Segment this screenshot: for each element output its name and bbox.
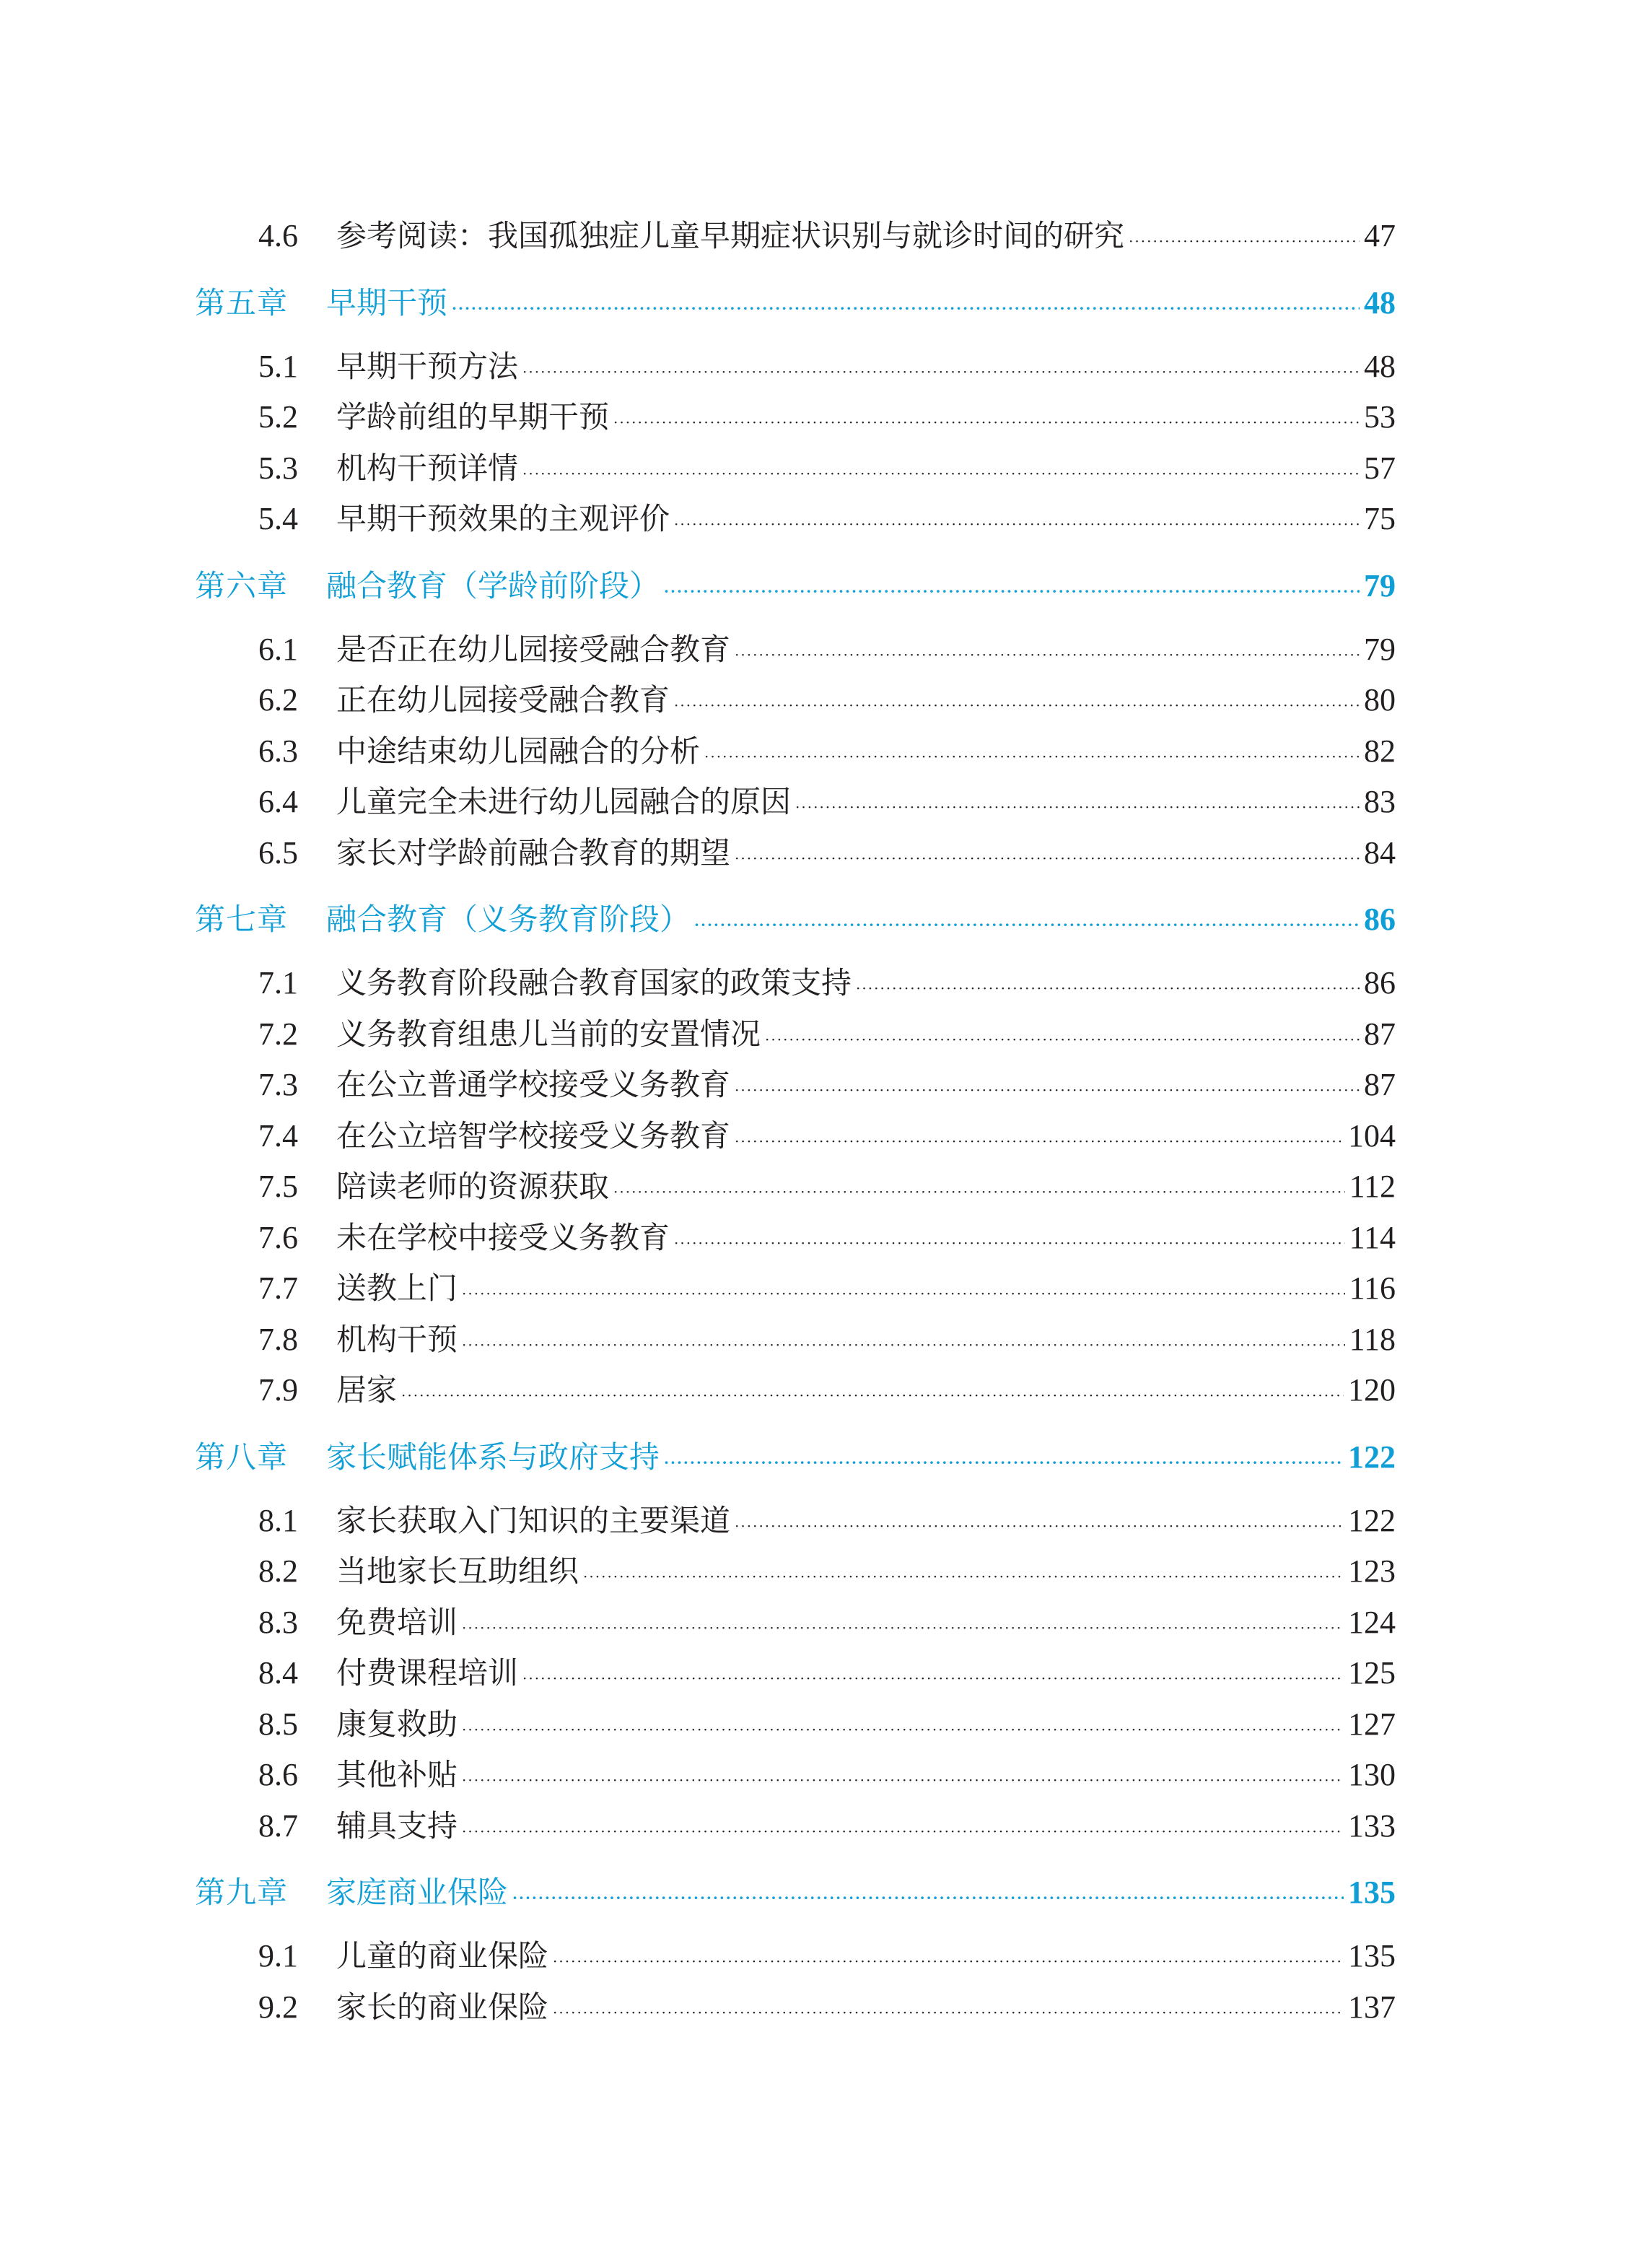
dot-leader bbox=[674, 1236, 1345, 1250]
toc-section-entry[interactable] bbox=[195, 1801, 1396, 1852]
section-number: 6.4 bbox=[258, 784, 298, 819]
section-title: 未在学校中接受义务教育 bbox=[336, 1219, 670, 1255]
page-number: 86 bbox=[1364, 965, 1396, 1000]
page-number: 118 bbox=[1349, 1321, 1396, 1357]
page-number: 87 bbox=[1364, 1016, 1396, 1052]
section-title: 家长获取入门知识的主要渠道 bbox=[336, 1502, 731, 1538]
toc-section-entry[interactable] bbox=[195, 1750, 1396, 1801]
section-title: 付费课程培训 bbox=[336, 1655, 519, 1691]
dot-leader bbox=[694, 917, 1360, 932]
section-number: 7.3 bbox=[258, 1067, 298, 1102]
page-number: 112 bbox=[1349, 1169, 1396, 1204]
page-number: 104 bbox=[1348, 1117, 1396, 1153]
section-number: 9.2 bbox=[258, 1989, 298, 2025]
chapter-title: 融合教育（义务教育阶段） bbox=[326, 902, 691, 937]
page-number: 133 bbox=[1348, 1807, 1396, 1844]
page-number: 135 bbox=[1348, 1938, 1396, 1973]
section-number: 5.3 bbox=[258, 450, 298, 486]
page-number: 135 bbox=[1348, 1875, 1396, 1910]
dot-leader bbox=[583, 1569, 1344, 1584]
dot-leader bbox=[613, 415, 1360, 429]
chapter-title: 家庭商业保险 bbox=[326, 1875, 509, 1910]
toc-chapter-entry[interactable] bbox=[195, 548, 1396, 624]
section-number: 7.6 bbox=[258, 1219, 298, 1255]
table-of-contents bbox=[195, 211, 1396, 2033]
section-number: 8.6 bbox=[258, 1757, 298, 1792]
toc-chapter-entry[interactable] bbox=[195, 881, 1396, 958]
section-title: 机构干预 bbox=[336, 1321, 458, 1357]
page-number: 124 bbox=[1348, 1604, 1396, 1640]
page-number: 122 bbox=[1348, 1439, 1396, 1475]
toc-section-entry[interactable] bbox=[195, 777, 1396, 828]
section-title: 送教上门 bbox=[336, 1270, 458, 1306]
section-number: 6.1 bbox=[258, 631, 298, 667]
section-number: 4.6 bbox=[258, 218, 298, 253]
section-title: 义务教育阶段融合教育国家的政策支持 bbox=[336, 965, 852, 1000]
section-title: 中途结束幼儿园融合的分析 bbox=[336, 733, 701, 769]
toc-section-entry[interactable] bbox=[195, 958, 1396, 1009]
toc-section-entry[interactable] bbox=[195, 624, 1396, 676]
toc-section-entry[interactable] bbox=[195, 1314, 1396, 1366]
page-number: 83 bbox=[1364, 784, 1396, 819]
page-number: 125 bbox=[1348, 1655, 1396, 1691]
dot-leader bbox=[553, 2005, 1344, 2020]
toc-section-entry[interactable] bbox=[195, 1213, 1396, 1264]
page-number: 130 bbox=[1348, 1757, 1396, 1792]
chapter-title: 融合教育（学龄前阶段） bbox=[326, 567, 660, 603]
dot-leader bbox=[452, 301, 1360, 315]
section-title: 是否正在幼儿园接受融合教育 bbox=[336, 631, 731, 667]
chapter-number: 第七章 bbox=[195, 902, 289, 937]
page-number: 79 bbox=[1364, 567, 1396, 603]
toc-section-entry[interactable] bbox=[195, 443, 1396, 494]
section-title: 康复救助 bbox=[336, 1706, 458, 1742]
dot-leader bbox=[765, 1032, 1360, 1047]
dot-leader bbox=[462, 1722, 1344, 1737]
page-number: 48 bbox=[1364, 348, 1396, 384]
page-number: 127 bbox=[1348, 1706, 1396, 1742]
dot-leader bbox=[704, 749, 1360, 764]
toc-section-entry[interactable] bbox=[195, 341, 1396, 393]
chapter-title: 早期干预 bbox=[326, 284, 448, 320]
section-title: 陪读老师的资源获取 bbox=[336, 1169, 610, 1204]
section-title: 辅具支持 bbox=[336, 1807, 458, 1844]
section-number: 8.3 bbox=[258, 1604, 298, 1640]
page-number: 84 bbox=[1364, 834, 1396, 871]
section-number: 8.5 bbox=[258, 1706, 298, 1742]
section-number: 7.7 bbox=[258, 1270, 298, 1306]
dot-leader bbox=[462, 1824, 1344, 1839]
page-number: 47 bbox=[1364, 218, 1396, 253]
toc-section-entry[interactable] bbox=[195, 1111, 1396, 1162]
chapter-number: 第九章 bbox=[195, 1875, 289, 1910]
dot-leader bbox=[664, 584, 1360, 598]
dot-leader bbox=[1129, 234, 1360, 248]
dot-leader bbox=[512, 1890, 1344, 1905]
page-number: 75 bbox=[1364, 501, 1396, 536]
toc-section-entry[interactable] bbox=[195, 1060, 1396, 1111]
page-number: 82 bbox=[1364, 733, 1396, 769]
dot-leader bbox=[735, 1134, 1344, 1148]
dot-leader bbox=[462, 1773, 1344, 1787]
section-number: 7.1 bbox=[258, 965, 298, 1000]
dot-leader bbox=[522, 466, 1360, 481]
section-number: 8.4 bbox=[258, 1655, 298, 1691]
chapter-title: 家长赋能体系与政府支持 bbox=[326, 1439, 660, 1475]
page-number: 86 bbox=[1364, 902, 1396, 937]
toc-section-entry[interactable] bbox=[195, 1648, 1396, 1699]
section-title: 早期干预方法 bbox=[336, 348, 519, 384]
chapter-number: 第八章 bbox=[195, 1439, 289, 1475]
section-title: 居家 bbox=[336, 1372, 398, 1408]
dot-leader bbox=[856, 981, 1360, 995]
page-number: 114 bbox=[1349, 1219, 1396, 1255]
section-number: 7.9 bbox=[258, 1372, 298, 1408]
dot-leader bbox=[462, 1338, 1345, 1352]
dot-leader bbox=[674, 698, 1360, 712]
toc-chapter-entry[interactable] bbox=[195, 265, 1396, 341]
section-number: 5.1 bbox=[258, 348, 298, 384]
section-number: 8.1 bbox=[258, 1502, 298, 1538]
toc-section-entry[interactable] bbox=[195, 726, 1396, 777]
toc-section-entry[interactable] bbox=[195, 1161, 1396, 1213]
dot-leader bbox=[462, 1621, 1344, 1635]
toc-section-entry[interactable] bbox=[195, 211, 1396, 262]
page-number: 116 bbox=[1349, 1270, 1396, 1306]
section-title: 儿童完全未进行幼儿园融合的原因 bbox=[336, 784, 792, 819]
page-number: 79 bbox=[1364, 631, 1396, 667]
section-title: 家长的商业保险 bbox=[336, 1989, 549, 2025]
dot-leader bbox=[522, 365, 1360, 379]
section-title: 儿童的商业保险 bbox=[336, 1938, 549, 1973]
dot-leader bbox=[735, 1519, 1344, 1533]
page-number: 123 bbox=[1348, 1553, 1396, 1589]
section-number: 7.2 bbox=[258, 1016, 298, 1052]
page-number: 137 bbox=[1348, 1989, 1396, 2025]
dot-leader bbox=[674, 517, 1360, 531]
toc-section-entry[interactable] bbox=[195, 494, 1396, 545]
toc-section-entry[interactable] bbox=[195, 1699, 1396, 1750]
toc-chapter-entry[interactable] bbox=[195, 1854, 1396, 1931]
dot-leader bbox=[795, 800, 1360, 814]
page-number: 120 bbox=[1348, 1372, 1396, 1408]
section-title: 正在幼儿园接受融合教育 bbox=[336, 682, 670, 718]
section-title: 学龄前组的早期干预 bbox=[336, 399, 610, 435]
toc-section-entry[interactable] bbox=[195, 1546, 1396, 1597]
section-title: 免费培训 bbox=[336, 1604, 458, 1640]
page-number: 57 bbox=[1364, 450, 1396, 486]
page-number: 48 bbox=[1364, 284, 1396, 320]
toc-chapter-entry[interactable] bbox=[195, 1419, 1396, 1496]
section-number: 9.1 bbox=[258, 1938, 298, 1973]
section-title: 参考阅读：我国孤独症儿童早期症状识别与就诊时间的研究 bbox=[336, 218, 1125, 253]
page-number: 80 bbox=[1364, 682, 1396, 718]
toc-section-entry[interactable] bbox=[195, 1496, 1396, 1547]
toc-section-entry[interactable] bbox=[195, 828, 1396, 879]
section-title: 在公立普通学校接受义务教育 bbox=[336, 1067, 731, 1102]
toc-section-entry[interactable] bbox=[195, 1597, 1396, 1649]
dot-leader bbox=[553, 1954, 1344, 1968]
dot-leader bbox=[735, 647, 1360, 662]
chapter-number: 第五章 bbox=[195, 284, 289, 320]
section-number: 5.4 bbox=[258, 501, 298, 536]
section-number: 7.5 bbox=[258, 1169, 298, 1204]
section-title: 其他补贴 bbox=[336, 1757, 458, 1792]
section-number: 7.4 bbox=[258, 1117, 298, 1153]
section-number: 5.2 bbox=[258, 399, 298, 435]
dot-leader bbox=[522, 1671, 1344, 1685]
section-title: 在公立培智学校接受义务教育 bbox=[336, 1117, 731, 1153]
dot-leader bbox=[735, 1083, 1360, 1097]
toc-section-entry[interactable] bbox=[195, 392, 1396, 443]
dot-leader bbox=[613, 1185, 1345, 1199]
dot-leader bbox=[664, 1455, 1344, 1470]
section-number: 6.5 bbox=[258, 834, 298, 871]
section-number: 8.2 bbox=[258, 1553, 298, 1589]
toc-section-entry[interactable] bbox=[195, 1982, 1396, 2033]
page-number: 122 bbox=[1348, 1502, 1396, 1538]
toc-section-entry[interactable] bbox=[195, 675, 1396, 726]
toc-section-entry[interactable] bbox=[195, 1263, 1396, 1314]
section-title: 机构干预详情 bbox=[336, 450, 519, 486]
toc-section-entry[interactable] bbox=[195, 1365, 1396, 1416]
section-title: 早期干预效果的主观评价 bbox=[336, 501, 670, 536]
dot-leader bbox=[735, 851, 1360, 865]
section-title: 家长对学龄前融合教育的期望 bbox=[336, 834, 731, 871]
page-number: 87 bbox=[1364, 1067, 1396, 1102]
dot-leader bbox=[401, 1388, 1344, 1403]
dot-leader bbox=[462, 1286, 1345, 1301]
section-title: 义务教育组患儿当前的安置情况 bbox=[336, 1016, 761, 1052]
section-number: 6.3 bbox=[258, 733, 298, 769]
page-number: 53 bbox=[1364, 399, 1396, 435]
section-number: 7.8 bbox=[258, 1321, 298, 1357]
section-number: 6.2 bbox=[258, 682, 298, 718]
toc-section-entry[interactable] bbox=[195, 1931, 1396, 1982]
section-title: 当地家长互助组织 bbox=[336, 1553, 579, 1589]
chapter-number: 第六章 bbox=[195, 567, 289, 603]
section-number: 8.7 bbox=[258, 1807, 298, 1844]
toc-section-entry[interactable] bbox=[195, 1009, 1396, 1060]
